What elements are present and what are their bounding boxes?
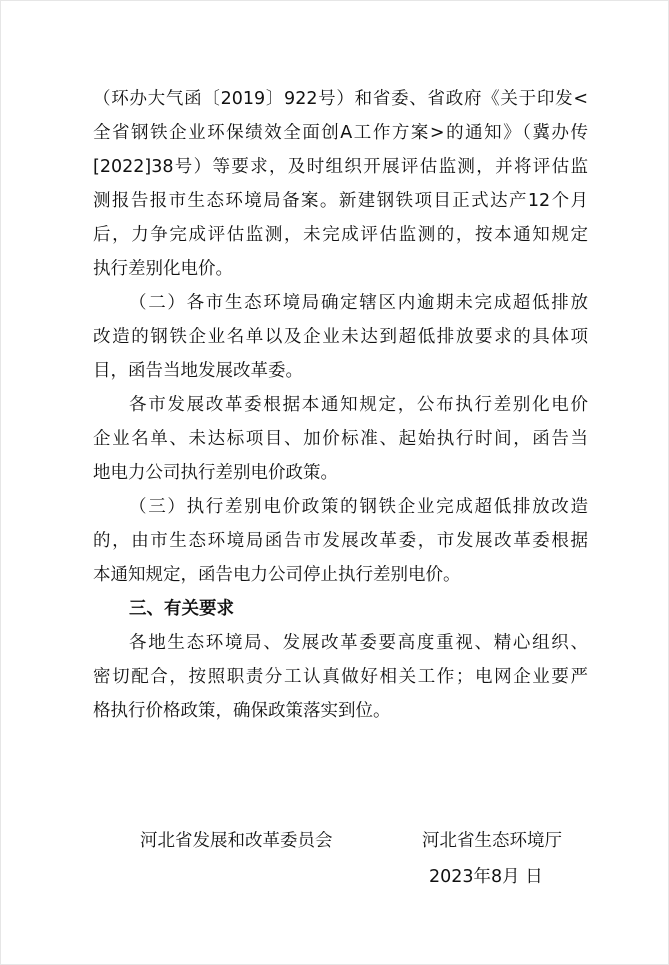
paragraph-line: （二）各市生态环境局确定辖区内逾期未完成超低排放 <box>129 293 588 313</box>
paragraph-line: 的，由市生态环境局函告市发展改革委，市发展改革委根据 <box>93 531 588 551</box>
paragraph-line: 目，函告当地发展改革委。 <box>93 361 303 381</box>
paragraph-line: 后，力争完成评估监测，未完成评估监测的，按本通知规定 <box>93 225 588 245</box>
paragraph-line: 改造的钢铁企业名单以及企业未达到超低排放要求的具体项 <box>93 327 588 347</box>
signature-org-ndrc: 河北省发展和改革委员会 <box>140 831 333 851</box>
paragraph-line: 全省钢铁企业环保绩效全面创A工作方案>的通知》（冀办传 <box>93 123 588 143</box>
paragraph-line: 执行差别化电价。 <box>93 259 233 279</box>
paragraph-line: [2022]38号）等要求，及时组织开展评估监测，并将评估监 <box>93 157 588 177</box>
paragraph-line: （环办大气函〔2019〕922号）和省委、省政府《关于印发< <box>93 89 588 109</box>
paragraph-line: 企业名单、未达标项目、加价标准、起始执行时间，函告当 <box>93 429 588 449</box>
paragraph-line: 本通知规定，函告电力公司停止执行差别电价。 <box>93 565 461 585</box>
section-heading: 三、有关要求 <box>129 599 234 619</box>
paragraph-line: 密切配合，按照职责分工认真做好相关工作；电网企业要严 <box>93 667 588 687</box>
paragraph-line: （三）执行差别电价政策的钢铁企业完成超低排放改造 <box>129 497 588 517</box>
paragraph-line: 格执行价格政策，确保政策落实到位。 <box>93 701 391 721</box>
paragraph-line: 测报告报市生态环境局备案。新建钢铁项目正式达产12个月 <box>93 191 588 211</box>
signature-org-environment: 河北省生态环境厅 <box>422 831 562 851</box>
signature-date: 2023年8月 日 <box>429 867 543 887</box>
paragraph-line: 各市发展改革委根据本通知规定，公布执行差别化电价 <box>129 395 588 415</box>
paragraph-line: 地电力公司执行差别电价政策。 <box>93 463 338 483</box>
paragraph-line: 各地生态环境局、发展改革委要高度重视、精心组织、 <box>129 633 588 653</box>
